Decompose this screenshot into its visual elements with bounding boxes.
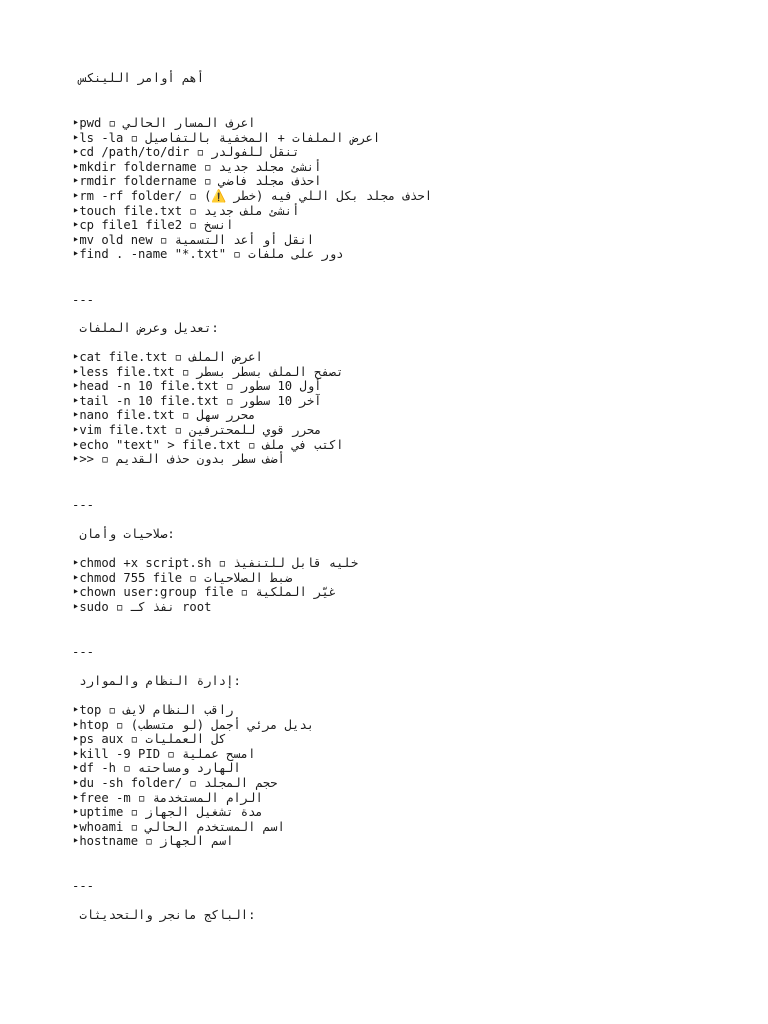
command-line: ‣rmdir foldername ◽ احذف مجلد فاضي — [72, 174, 322, 189]
command-line: ‣echo "text" > file.txt ◽ اكتب في ملف — [72, 437, 344, 452]
command-list-permissions — [72, 556, 358, 614]
command-list-files — [72, 350, 344, 467]
section-heading-package-manager: الباكج مانجر والتحديثات: — [72, 908, 256, 922]
command-line: ‣head -n 10 file.txt ◽ أول 10 سطور — [72, 379, 322, 394]
command-list-system — [72, 703, 314, 849]
command-line: ‣cat file.txt ◽ اعرض الملف — [72, 350, 263, 364]
command-line: ‣less file.txt ◽ تصفح الملف بسطر بسطر — [72, 364, 344, 379]
section-heading-edit-view-files: تعديل وعرض الملفات: — [72, 321, 219, 335]
command-line: ‣kill -9 PID ◽ امسح عملية — [72, 746, 256, 761]
section-separator: --- — [72, 293, 95, 307]
command-list-basics — [72, 116, 432, 262]
command-line: ‣du -sh folder/ ◽ حجم المجلد — [72, 775, 278, 790]
command-line: ‣ls -la ◽ اعرض الملفات + المخفية بالتفاصيل — [72, 130, 381, 145]
command-line: ‣cp file1 file2 ◽ انسخ — [72, 218, 234, 233]
command-line: ‣free -m ◽ الرام المستخدمة — [72, 790, 263, 805]
command-line: ‣tail -n 10 file.txt ◽ آخر 10 سطور — [72, 393, 322, 408]
command-line: ‣pwd ◽ اعرف المسار الحالي — [72, 116, 256, 130]
command-line: ‣top ◽ راقب النظام لايف — [72, 703, 234, 717]
command-line: ‣chown user:group file ◽ غيّر الملكية — [72, 585, 337, 600]
section-heading-linux-commands: أهم أوامر اللينكس — [72, 71, 205, 85]
command-line: ‣chmod 755 file ◽ ضبط الصلاحيات — [72, 570, 293, 585]
section-separator: --- — [72, 645, 95, 659]
command-line: ‣ps aux ◽ كل العمليات — [72, 732, 227, 747]
command-line: ‣mv old new ◽ انقل أو أعد التسمية — [72, 232, 315, 247]
command-line: ‣nano file.txt ◽ محرر سهل — [72, 408, 256, 423]
command-line: ‣mkdir foldername ◽ أنشئ مجلد جديد — [72, 159, 322, 174]
section-separator: --- — [72, 879, 95, 893]
command-line: ‣htop ◽ بديل مرئي أجمل (لو متسطب) — [72, 717, 315, 732]
command-line: ‣>> ◽ أضف سطر بدون حذف القديم — [72, 452, 285, 467]
command-line: ‣df -h ◽ الهارد ومساحته — [72, 761, 241, 776]
command-line: ‣sudo ◽ نفذ كـ root — [72, 599, 212, 614]
command-line: ‣touch file.txt ◽ أنشئ ملف جديد — [72, 203, 300, 218]
command-line: ‣find . -name "*.txt" ◽ دور على ملفات — [72, 247, 344, 262]
section-heading-permissions-security: صلاحيات وأمان: — [72, 527, 175, 541]
section-heading-system-resources: إدارة النظام والموارد: — [72, 674, 241, 688]
command-line: ‣hostname ◽ اسم الجهاز — [72, 834, 234, 849]
command-line: ‣cd /path/to/dir ◽ تنقل للفولدر — [72, 145, 300, 160]
command-line: ‣whoami ◽ اسم المستخدم الحالي — [72, 819, 285, 834]
command-line: ‣rm -rf folder/ ◽ احذف مجلد بكل اللي فيه (خطر ⚠️) — [72, 188, 433, 203]
section-separator: --- — [72, 498, 95, 512]
command-line: ‣uptime ◽ مدة تشغيل الجهاز — [72, 805, 263, 820]
command-line: ‣chmod +x script.sh ◽ خليه قابل للتنفيذ — [72, 556, 359, 570]
command-line: ‣vim file.txt ◽ محرر قوي للمحترفين — [72, 422, 322, 437]
